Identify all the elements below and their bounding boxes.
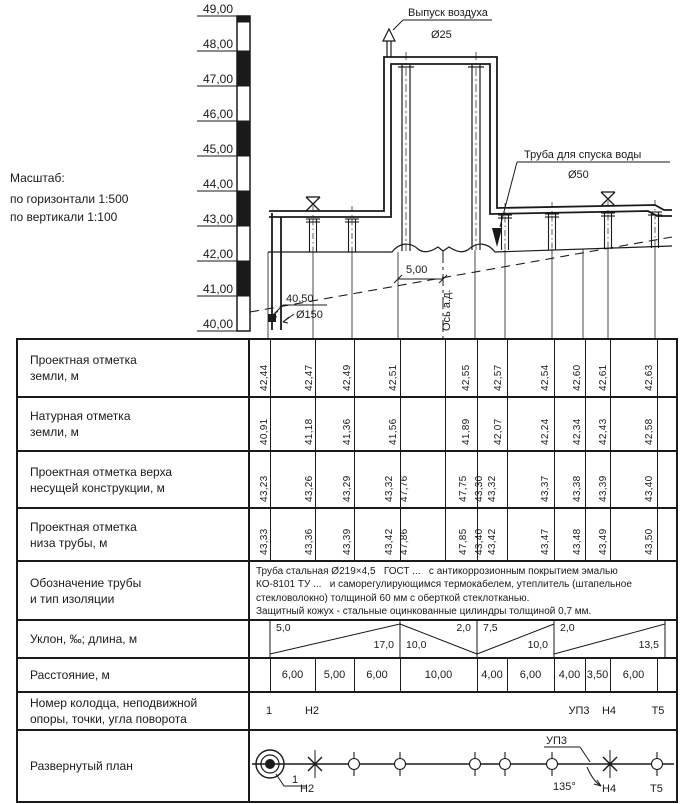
distance-value: 5,00 — [323, 669, 346, 681]
row-label-line: Расстояние, м — [30, 668, 110, 682]
end-node-icon — [652, 752, 663, 776]
row-label — [18, 659, 250, 691]
row-label — [18, 562, 250, 619]
table-row-node-numbers — [18, 693, 676, 731]
scale-title: Масштаб: — [10, 171, 65, 185]
table-row-natural-ground — [18, 398, 676, 452]
station-value: 41,36 — [342, 418, 353, 445]
table-row-design-ground — [18, 340, 676, 398]
elevation-label: 49,00 — [202, 2, 233, 16]
grid-line — [477, 340, 478, 396]
row-label-line: Номер колодца, неподвижной — [30, 696, 198, 710]
station-value: 43,37 — [540, 475, 551, 502]
row-values — [250, 340, 676, 396]
station-value: 43,50 — [644, 528, 655, 555]
station-value: 42,58 — [644, 418, 655, 445]
station-value: 43,48 — [572, 528, 583, 555]
station-value: 43,32 — [384, 475, 395, 502]
grid-line — [554, 452, 555, 507]
station-value: 42,34 — [572, 418, 583, 445]
station-value: 43,47 — [540, 528, 551, 555]
station-value: 43,39 — [342, 528, 353, 555]
grid-line — [507, 452, 508, 507]
grid-line — [315, 398, 316, 450]
row-label-line: низа трубы, м — [30, 535, 108, 550]
ordinate-lines — [268, 247, 655, 338]
row-label-line: Обозначение трубы — [30, 575, 142, 590]
distance-value: 4,00 — [558, 669, 581, 681]
grid-line — [400, 398, 401, 450]
node-number: Н4 — [601, 705, 617, 717]
station-value: 42,54 — [540, 364, 551, 391]
station-value: 42,61 — [598, 364, 609, 391]
station-value: 43,36 — [304, 528, 315, 555]
row-label — [18, 452, 250, 507]
scale-note — [10, 171, 129, 224]
station-value: 42,47 — [304, 364, 315, 391]
grid-line — [477, 398, 478, 450]
grid-line — [445, 452, 446, 507]
plan-well-label: 1 — [292, 774, 299, 786]
grid-line — [354, 398, 355, 450]
grid-line — [554, 398, 555, 450]
grid-line — [445, 340, 446, 396]
grid-line — [657, 509, 658, 560]
row-label — [18, 731, 250, 801]
note-line: КО-8101 ТУ ... и саморегулирующимся термокабелем, утеплитель (штапельное — [256, 579, 632, 591]
node-number: Т5 — [651, 705, 665, 717]
note-line: Труба стальная Ø219×4,5 ГОСТ ... с антикоррозионным покрытием эмалью — [256, 566, 618, 577]
drain-pipe-diameter: Ø50 — [568, 169, 589, 181]
station-value: 42,60 — [572, 364, 583, 391]
offset-dimension-label: 5,00 — [406, 264, 428, 276]
grid-line — [270, 398, 271, 450]
station-value: 43,40 — [644, 475, 655, 502]
row-label — [18, 340, 250, 396]
table-row-developed-plan — [18, 731, 676, 801]
length-value: 10,0 — [406, 639, 427, 651]
grid-line — [610, 509, 611, 560]
profile-data-table — [16, 338, 678, 803]
table-row-slope — [18, 621, 676, 659]
vent-arrow-icon — [383, 29, 395, 41]
invert-node — [268, 314, 276, 322]
station-value: 42,63 — [644, 364, 655, 391]
elevation-label: 46,00 — [202, 107, 233, 121]
row-label — [18, 621, 250, 657]
row-values — [250, 509, 676, 560]
row-values — [250, 452, 676, 507]
elevation-label: 44,00 — [202, 177, 233, 191]
row-label-line: Уклон, ‰; длина, м — [30, 632, 138, 646]
row-label-line: земли, м — [30, 369, 79, 383]
grid-line — [270, 509, 271, 560]
table-row-structure-top — [18, 452, 676, 509]
elevation-label: 42,00 — [202, 247, 233, 261]
row-label — [18, 509, 250, 560]
developed-plan — [250, 731, 676, 801]
station-value: 42,07 — [493, 418, 504, 445]
station-value: 47,76 — [399, 475, 410, 502]
length-value: 17,0 — [373, 639, 394, 651]
station-value: 47,75 — [458, 475, 469, 502]
grid-line — [554, 509, 555, 560]
station-value: 43,42 — [487, 528, 498, 555]
slope-value: 5,0 — [276, 622, 291, 634]
grid-line — [507, 509, 508, 560]
grid-line — [657, 398, 658, 450]
air-vent-diameter: Ø25 — [431, 29, 452, 41]
station-value: 40,91 — [259, 418, 270, 445]
station-value: 47,85 — [458, 528, 469, 555]
plan-end5-label: Т5 — [650, 783, 663, 795]
row-label-line: и тип изоляции — [30, 591, 115, 606]
slope-diagonals — [250, 621, 676, 657]
row-values — [250, 398, 676, 450]
station-value: 42,43 — [598, 418, 609, 445]
plan-angle-label: 135° — [553, 781, 576, 793]
grid-line — [610, 398, 611, 450]
slope-line — [554, 624, 665, 654]
slope-line — [477, 624, 554, 654]
distance-value: 6,00 — [366, 669, 388, 681]
station-value: 43,40 — [474, 528, 485, 555]
grid-line — [507, 340, 508, 396]
slope-cells — [250, 621, 676, 657]
grid-line — [270, 340, 271, 396]
distance-cells — [250, 659, 676, 691]
slope-line — [270, 624, 400, 654]
slope-line — [400, 624, 477, 654]
station-value: 43,33 — [259, 528, 270, 555]
station-value: 42,55 — [461, 364, 472, 391]
station-value: 41,89 — [461, 418, 472, 445]
distance-value: 10,00 — [424, 669, 453, 681]
road-axis-label: Ось а.д. — [441, 289, 453, 331]
elevation-label: 48,00 — [202, 37, 233, 51]
station-value: 43,23 — [259, 475, 270, 502]
grid-line — [445, 398, 446, 450]
slope-value: 2,0 — [456, 622, 471, 634]
row-label-line: Развернутый план — [30, 759, 133, 773]
length-value: 10,0 — [527, 639, 548, 651]
station-value: 43,30 — [474, 475, 485, 502]
row-label — [18, 398, 250, 450]
row-label — [18, 693, 250, 729]
pipe-designation-note — [250, 562, 676, 619]
grid-line — [657, 452, 658, 507]
drain-pipe-label: Труба для спуска воды — [524, 149, 642, 161]
developed-plan-drawing — [250, 731, 676, 801]
grid-line — [610, 452, 611, 507]
profile-drawing — [0, 0, 680, 338]
grid-line — [445, 509, 446, 560]
air-vent-label: Выпуск воздуха — [408, 7, 488, 19]
station-value: 42,44 — [259, 364, 270, 391]
grid-line — [585, 398, 586, 450]
row-label-line: Проектная отметка — [30, 519, 137, 534]
grid-line — [610, 340, 611, 396]
elevation-label: 40,00 — [202, 317, 233, 331]
station-value: 41,18 — [304, 418, 315, 445]
annotations — [272, 20, 670, 323]
grid-line — [585, 340, 586, 396]
plan-anchor4-label: Н4 — [602, 783, 617, 795]
station-value: 43,38 — [572, 475, 583, 502]
note-line: Защитный кожух - стальные оцинкованные цилиндры толщиной 0,7 мм. — [256, 606, 592, 618]
grid-line — [507, 398, 508, 450]
distance-value: 3,50 — [586, 669, 609, 681]
distance-value: 6,00 — [281, 669, 304, 681]
elevation-label: 45,00 — [202, 142, 233, 156]
plan-anchor2-label: Н2 — [300, 783, 315, 795]
elevation-label: 47,00 — [202, 72, 233, 86]
elevation-label: 41,00 — [202, 282, 233, 296]
grid-line — [657, 340, 658, 396]
station-value: 41,56 — [388, 418, 399, 445]
station-value: 42,49 — [342, 364, 353, 391]
distance-value: 4,00 — [481, 669, 503, 681]
pipe-profile — [268, 57, 672, 330]
node-number: 1 — [265, 705, 273, 717]
station-value: 43,32 — [487, 475, 498, 502]
grid-line — [315, 340, 316, 396]
station-value: 43,39 — [598, 475, 609, 502]
slope-value: 2,0 — [560, 622, 575, 634]
slope-value: 7,5 — [483, 622, 498, 634]
table-row-pipe-designation — [18, 562, 676, 621]
grid-line — [585, 509, 586, 560]
grid-line — [315, 509, 316, 560]
annotation-texts — [286, 7, 641, 331]
grid-line — [354, 509, 355, 560]
table-row-pipe-bottom — [18, 509, 676, 562]
support-columns — [398, 52, 484, 251]
grid-line — [657, 659, 658, 691]
grid-line — [354, 452, 355, 507]
drain-arrow-icon — [492, 228, 502, 247]
row-label-line: Проектная отметка — [30, 353, 137, 367]
station-value: 43,26 — [304, 475, 315, 502]
node-number: УП3 — [568, 705, 590, 717]
row-label-line: Проектная отметка верха — [30, 464, 173, 479]
scale-vertical: по вертикали 1:100 — [10, 210, 118, 224]
row-label-line: земли, м — [30, 425, 79, 439]
station-value: 43,42 — [384, 528, 395, 555]
riser-diameter-label: Ø150 — [296, 309, 323, 321]
node-number: Н2 — [304, 705, 320, 717]
row-label-line: Натурная отметка — [30, 409, 131, 423]
scale-horizontal: по горизонтали 1:500 — [10, 192, 129, 206]
station-value: 43,29 — [342, 475, 353, 502]
grid-line — [554, 340, 555, 396]
station-value: 42,51 — [388, 364, 399, 391]
station-value: 43,49 — [598, 528, 609, 555]
grid-line — [354, 340, 355, 396]
note-line: стекловолокно) толщиной 60 мм с оберткой стеклотканью. — [256, 592, 530, 604]
grid-line — [315, 452, 316, 507]
plan-turn3-label: УП3 — [546, 735, 568, 747]
row-label-line: опоры, точки, угла поворота — [30, 712, 187, 726]
grid-line — [270, 452, 271, 507]
distance-value: 6,00 — [622, 669, 645, 681]
station-value: 42,24 — [540, 418, 551, 445]
grid-line — [400, 340, 401, 396]
grid-line — [585, 452, 586, 507]
elevation-label: 43,00 — [202, 212, 233, 226]
table-row-distance — [18, 659, 676, 693]
air-vent — [383, 29, 395, 57]
station-value: 47,86 — [399, 528, 410, 555]
station-value: 42,57 — [493, 364, 504, 391]
node-number-markers — [250, 693, 676, 729]
length-value: 13,5 — [638, 639, 659, 651]
row-label-line: несущей конструкции, м — [30, 480, 165, 495]
distance-value: 6,00 — [519, 669, 542, 681]
invert-elevation-label: 40,50 — [286, 293, 314, 305]
